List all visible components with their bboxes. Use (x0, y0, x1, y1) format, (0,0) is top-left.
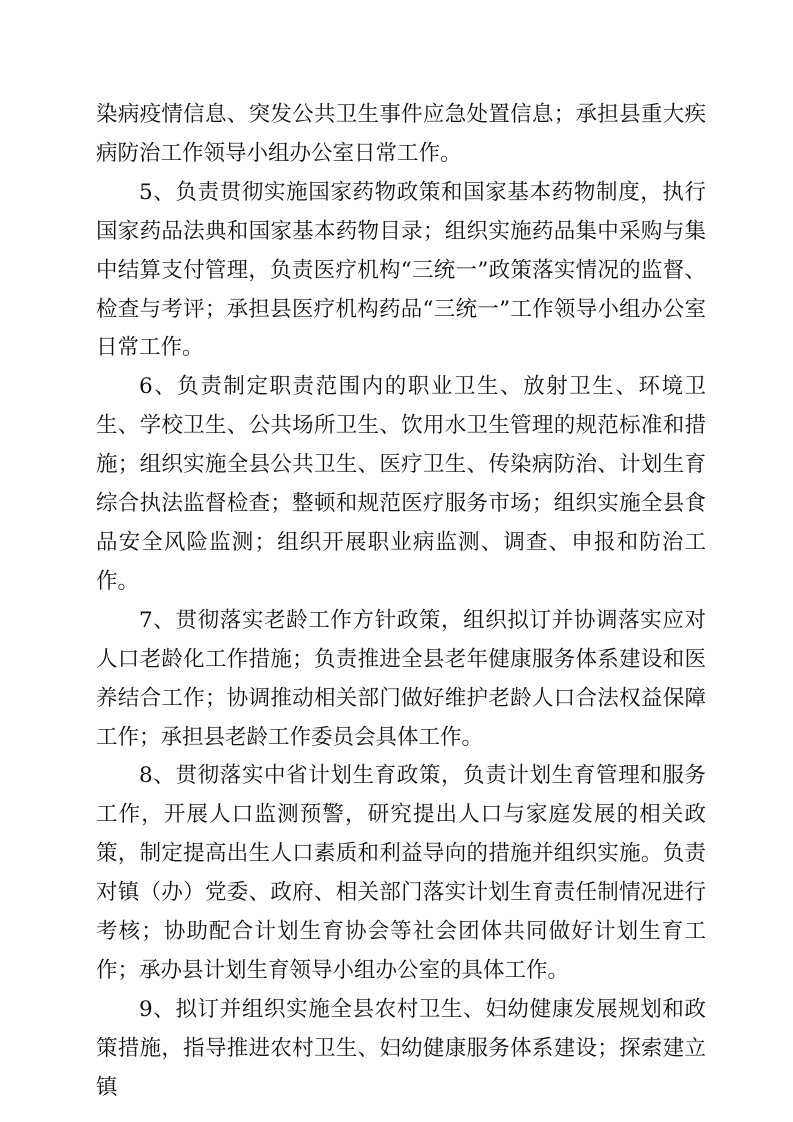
paragraph-item-8: 8、贯彻落实中省计划生育政策，负责计划生育管理和服务工作，开展人口监测预警，研究提出人口与家庭发展的相关政策，制定提高出生人口素质和利益导向的措施并组织实施。负责对镇（办）党委、政府、相关部门落实计划生育责任制情况进行考核；协助配合计划生育协会等社会团体共同做好计划生育工作；承办县计划生育领导小组办公室的具体工作。 (96, 763, 706, 983)
paragraph-item-9: 9、拟订并组织实施全县农村卫生、妇幼健康发展规划和政策措施，指导推进农村卫生、妇幼健康服务体系建设；探索建立镇 (96, 996, 706, 1100)
paragraph-item-5: 5、负责贯彻实施国家药物政策和国家基本药物制度，执行国家药品法典和国家基本药物目录；组织实施药品集中采购与集中结算支付管理，负责医疗机构“三统一”政策落实情况的监督、检查与考评；承担县医疗机构药品“三统一”工作领导小组办公室日常工作。 (96, 179, 706, 361)
paragraph-item-7: 7、贯彻落实老龄工作方针政策，组织拟订并协调落实应对人口老龄化工作措施；负责推进全县老年健康服务体系建设和医养结合工作；协调推动相关部门做好维护老龄人口合法权益保障工作；承担县老龄工作委员会具体工作。 (96, 607, 706, 750)
document-body (96, 96, 706, 1108)
paragraph-continuation: 染病疫情信息、突发公共卫生事件应急处置信息；承担县重大疾病防治工作领导小组办公室日常工作。 (96, 102, 706, 166)
paragraph-item-6: 6、负责制定职责范围内的职业卫生、放射卫生、环境卫生、学校卫生、公共场所卫生、饮用水卫生管理的规范标准和措施；组织实施全县公共卫生、医疗卫生、传染病防治、计划生育综合执法监督检查；整顿和规范医疗服务市场；组织实施全县食品安全风险监测；组织开展职业病监测、调查、申报和防治工作。 (96, 374, 706, 594)
